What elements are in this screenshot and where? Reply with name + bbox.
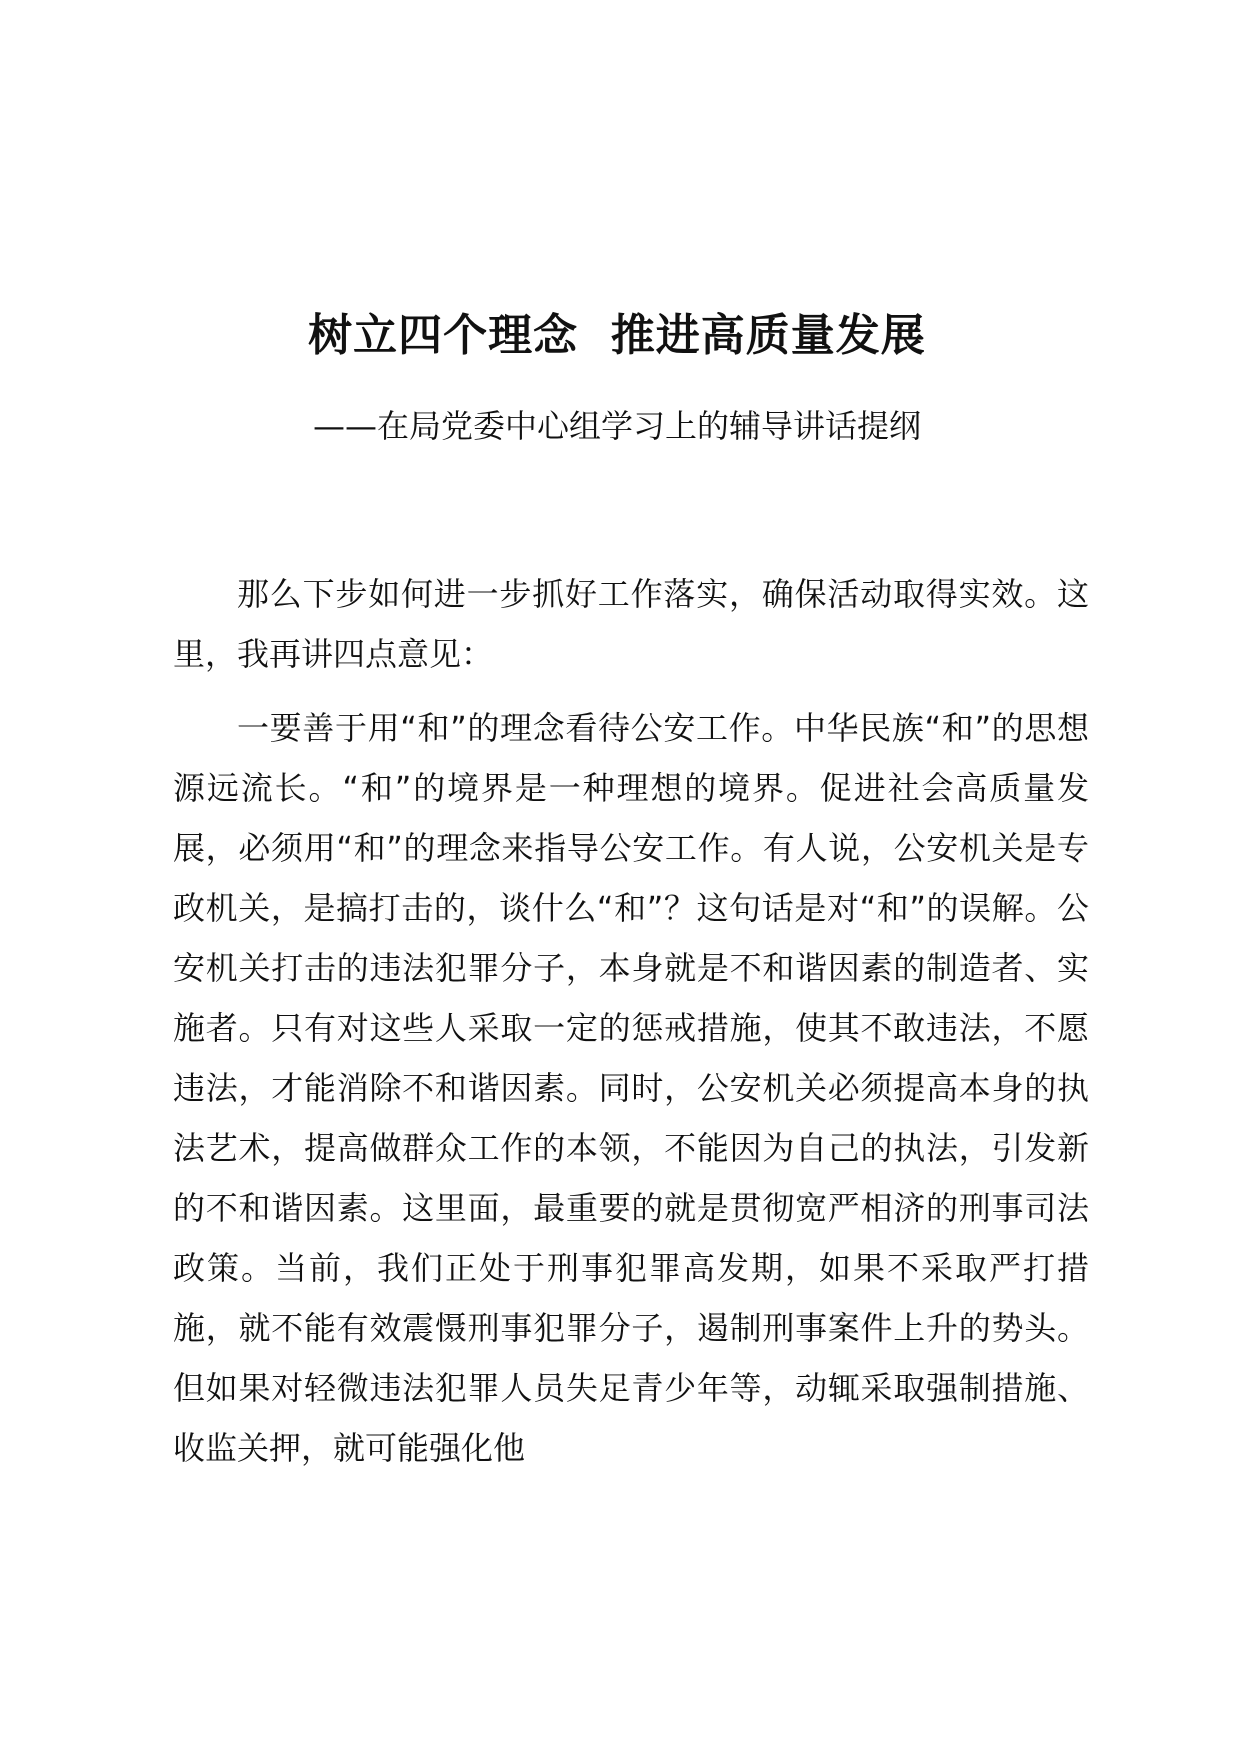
document-body xyxy=(173,564,1089,1478)
document-subtitle: ——在局党委中心组学习上的辅导讲话提纲 xyxy=(312,407,921,445)
document-title: 树立四个理念 推进高质量发展 xyxy=(308,310,926,361)
body-paragraph: 那么下步如何进一步抓好工作落实，确保活动取得实效。这里，我再讲四点意见： xyxy=(173,575,1089,673)
body-paragraph: 一要善于用“和”的理念看待公安工作。中华民族“和”的思想源远流长。“和”的境界是一种理想的境界。促进社会高质量发展，必须用“和”的理念来指导公安工作。有人说，公安机关是专政机关，是搞打击的，谈什么“和”？这句话是对“和”的误解。公安机关打击的违法犯罪分子，本身就是不和谐因素的制造者、实施者。只有对这些人采取一定的惩戒措施，使其不敢违法，不愿违法，才能消除不和谐因素。同时，公安机关必须提高本身的执法艺术，提高做群众工作的本领，不能因为自己的执法，引发新的不和谐因素。这里面，最重要的就是贯彻宽严相济的刑事司法政策。当前，我们正处于刑事犯罪高发期，如果不采取严打措施，就不能有效震慑刑事犯罪分子，遏制刑事案件上升的势头。但如果对轻微违法犯罪人员失足青少年等，动辄采取强制措施、收监关押，就可能强化他 xyxy=(173,709,1089,1467)
